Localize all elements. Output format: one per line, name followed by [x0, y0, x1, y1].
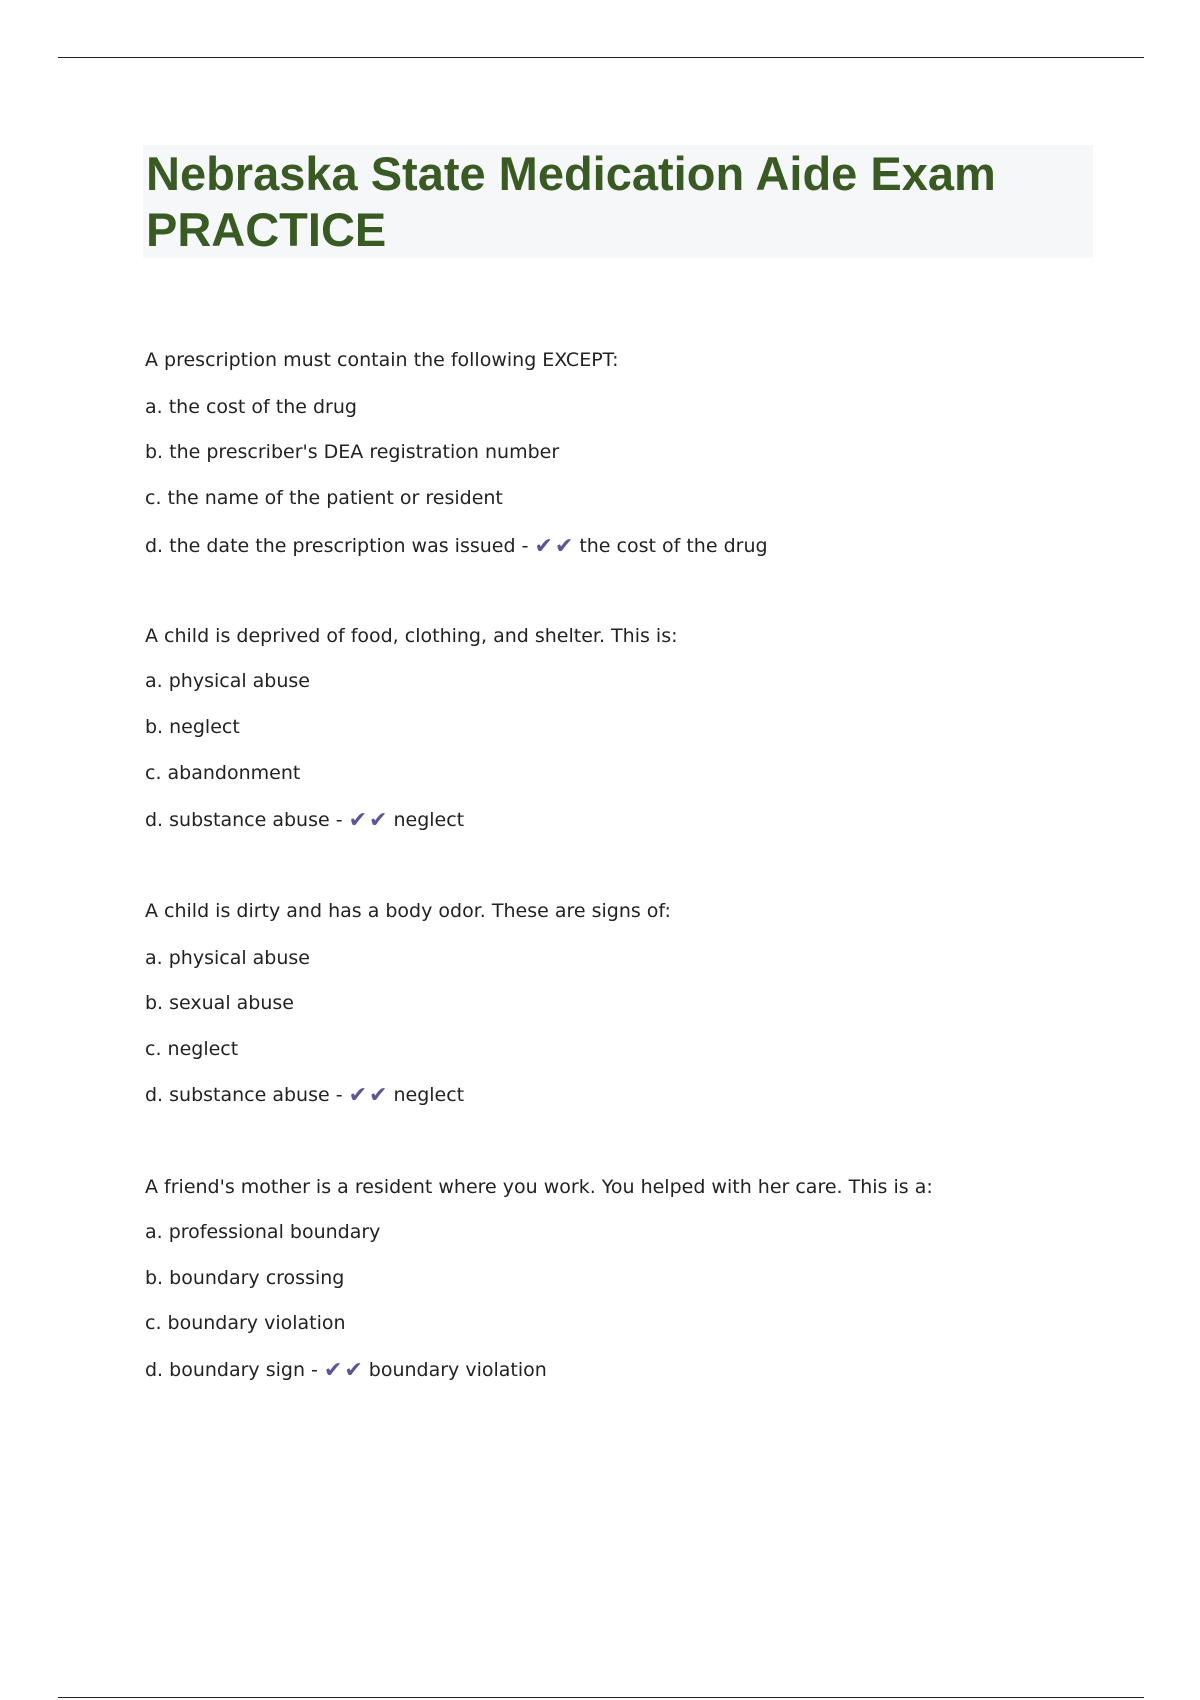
- checkmarks: [349, 809, 390, 831]
- checkmarks: [349, 1084, 390, 1106]
- answer-line: [145, 1358, 547, 1383]
- checkmarks: [534, 535, 575, 557]
- checkmarks: [324, 1359, 365, 1381]
- correct-answer: boundary violation: [368, 1359, 547, 1381]
- answer-option: d. the date the prescription was issued -: [145, 535, 529, 557]
- checkmark-icon: ✔: [534, 534, 553, 559]
- checkmark-icon: ✔: [323, 1358, 343, 1383]
- answer-line: [145, 534, 768, 559]
- answer-option: c. neglect: [145, 1038, 239, 1060]
- checkmark-icon: ✔: [369, 1083, 388, 1108]
- answer-option: c. abandonment: [145, 762, 301, 784]
- question-prompt: A child is dirty and has a body odor. These are signs of:: [145, 900, 671, 922]
- checkmark-icon: ✔: [369, 808, 388, 833]
- answer-option: c. the name of the patient or resident: [145, 487, 503, 509]
- answer-option: a. the cost of the drug: [145, 396, 357, 418]
- footer-rule: [58, 1697, 1144, 1698]
- question-prompt: A prescription must contain the following EXCEPT:: [145, 349, 619, 371]
- answer-option: a. physical abuse: [145, 947, 310, 969]
- answer-option: b. the prescriber's DEA registration number: [145, 441, 560, 463]
- checkmark-icon: ✔: [554, 534, 574, 559]
- question-prompt: A friend's mother is a resident where you work. You helped with her care. This is a:: [145, 1176, 933, 1198]
- correct-answer: the cost of the drug: [579, 535, 768, 557]
- answer-line: [145, 808, 464, 833]
- answer-line: [145, 1083, 464, 1108]
- correct-answer: neglect: [393, 809, 465, 831]
- answer-option: d. substance abuse -: [145, 1084, 343, 1106]
- header-rule: [58, 57, 1144, 58]
- correct-answer: neglect: [393, 1084, 465, 1106]
- checkmark-icon: ✔: [344, 1358, 363, 1383]
- answer-option: d. boundary sign -: [145, 1359, 318, 1381]
- question-prompt: A child is deprived of food, clothing, and shelter. This is:: [145, 625, 678, 647]
- answer-option: a. physical abuse: [145, 670, 310, 692]
- answer-option: c. boundary violation: [145, 1312, 346, 1334]
- checkmark-icon: ✔: [348, 808, 368, 833]
- page-title: Nebraska State Medication Aide Exam PRACTICE: [146, 147, 996, 256]
- checkmark-icon: ✔: [348, 1083, 368, 1108]
- answer-option: b. sexual abuse: [145, 992, 294, 1014]
- answer-option: d. substance abuse -: [145, 809, 343, 831]
- answer-option: b. boundary crossing: [145, 1267, 345, 1289]
- answer-option: b. neglect: [145, 716, 240, 738]
- answer-option: a. professional boundary: [145, 1221, 381, 1243]
